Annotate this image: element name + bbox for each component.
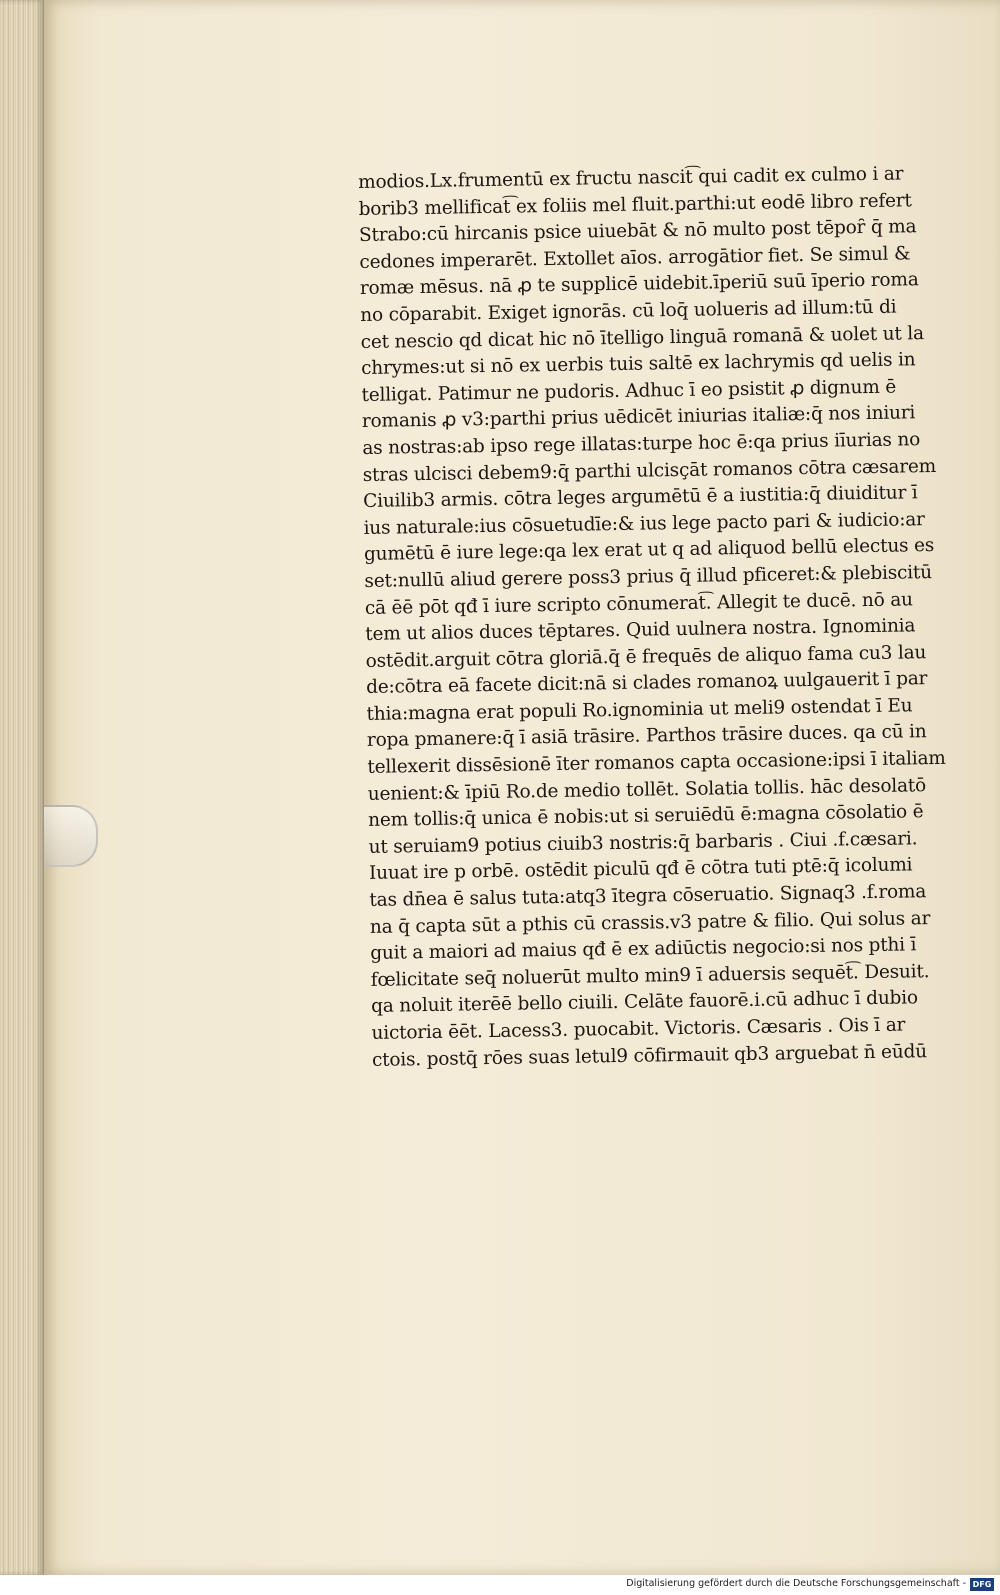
text-line: ius naturale:ius cōsuetudīe:& ius lege pacto pari & iudicio:ar <box>363 508 925 539</box>
text-line: ropa pmanere:q̄ ī asiā trāsire. Parthos trāsire duces. qa cū in <box>366 721 927 752</box>
text-line: tas dn̄ea ē salus tuta:atq3 ītegra cōseruatio. Signaq3 .f.roma <box>369 881 927 911</box>
text-line: fœlicitate seq̄ noluerūt multo min9 ī aduersis sequēt͡. Desuit. <box>370 960 930 991</box>
text-line: Iuuat ire p orbē. ostēdit piculū qđ ē cōtra tuti ptē:q̄ icolumi <box>368 854 913 885</box>
text-line: uenient:& īpiū Ro.de medio tollēt. Solatia tollis. hāc desolatō <box>367 774 927 805</box>
page-clip <box>44 805 98 867</box>
text-line: set:nullū aliud gerere poss3 prius q̄ illud pficeret:& plebiscitū <box>364 561 933 592</box>
text-line: ostēdit.arguit cōtra gloriā.q̄ ē frequēs de aliquo fama cu3 lau <box>365 641 927 672</box>
page-stack-edge <box>0 0 44 1575</box>
dfg-logo: DFG <box>970 1578 994 1591</box>
text-line: as nostras:ab ipso rege illatas:turpe hoc ē:qa prius iīurias no <box>362 429 921 459</box>
text-line: romæ mēsus. nā ꝓ te supplicē uidebit.īperiū suū īperio roma <box>359 269 919 300</box>
text-line: romanis ꝓ v3:parthi prius uēdicēt iniurias italiæ:q̄ nos iniuri <box>361 402 916 433</box>
text-line: nem tollis:q̄ unica ē nobis:ut si seruiēdū ē:magna cōsolatio ē <box>368 801 924 832</box>
text-line: cā ēē pōt qđ ī iure scripto cōnumerat͡. Allegit te ducē. nō au <box>364 588 913 619</box>
text-line: modios.Lx.frumentū ex fructu nascit͡ qui cadit ex culmo i ar <box>358 163 904 193</box>
text-line: guit a maiori ad maius qđ ē ex adiūctis negocio:si nos pthi ī <box>370 934 917 965</box>
footer-bar <box>0 1575 1000 1595</box>
text-line: qa noluit iterēē bello ciuili. Celāte fauorē.i.cū adhuc ī dubio <box>370 987 919 1018</box>
text-line: thia:magna erat populi Ro.ignominia ut meli9 ostendat ī Eu <box>366 695 913 725</box>
text-line: Strabo:cū hircanis psice uiuebāt & nō multo post tēpoȓ q̄ ma <box>358 216 917 247</box>
text-line: na q̄ capta sūt a pthis cū crassis.v3 patre & filio. Qui solus ar <box>369 907 931 938</box>
text-line: cet nescio qd dicat hic nō ītelligo linguā romanā & uolet ut la <box>360 322 924 353</box>
text-line: cedones imperarēt. Extollet aīos. arrogātior fiet. Se simul & <box>359 243 911 273</box>
funding-credit: Digitalisierung gefördert durch die Deutsche Forschungsgemeinschaft - <box>626 1578 966 1589</box>
text-line: uictoria ēēt. Lacess3. puocabit. Victoris. Cæsaris . Ois ī ar <box>371 1014 906 1044</box>
text-line: ut seruiam9 potius ciuib3 nostris:q̄ barbaris . Ciui .f.cæsari. <box>368 828 918 858</box>
text-line: chrymes:ut si nō ex uerbis tuis saltē ex lachrymis qd uelis in <box>360 349 916 380</box>
text-line: de:cōtra eā facete dicit:nā si clades romanoꝝ uulgauerit ī par <box>365 668 928 699</box>
text-line: stras ulcisci debem9:q̄ parthi ulcisçāt romanos cōtra cæsarem <box>362 455 937 486</box>
text-line: gumētū ē iure lege:qa lex erat ut q ad aliquod bellū electus es <box>363 535 935 566</box>
text-line: telligat. Patimur ne pudoris. Adhuc ī eo psistit ꝓ dignum ē <box>361 376 897 406</box>
text-line: tellexerit dissēsionē īter romanos capta occasione:ipsi ī italiam <box>367 747 946 778</box>
text-line: borib3 mellificat͡ ex foliis mel fluit.parthi:ut eodē libro refert <box>358 189 912 220</box>
text-line: tem ut alios duces tēptares. Quid uulnera nostra. Ignominia <box>365 615 916 646</box>
text-line: ctois. postq̄ rōes suas letul9 cōfirmauit qb3 arguebat n̄ eūdū <box>371 1040 928 1071</box>
text-line: Ciuilib3 armis. cōtra leges argumētū ē a iustitia:q̄ diuiditur ī <box>363 482 918 513</box>
text-block <box>358 161 952 1074</box>
text-line: no cōparabit. Exiget ignorās. cū loq̄ uolueris ad illum:tū di <box>360 296 897 326</box>
